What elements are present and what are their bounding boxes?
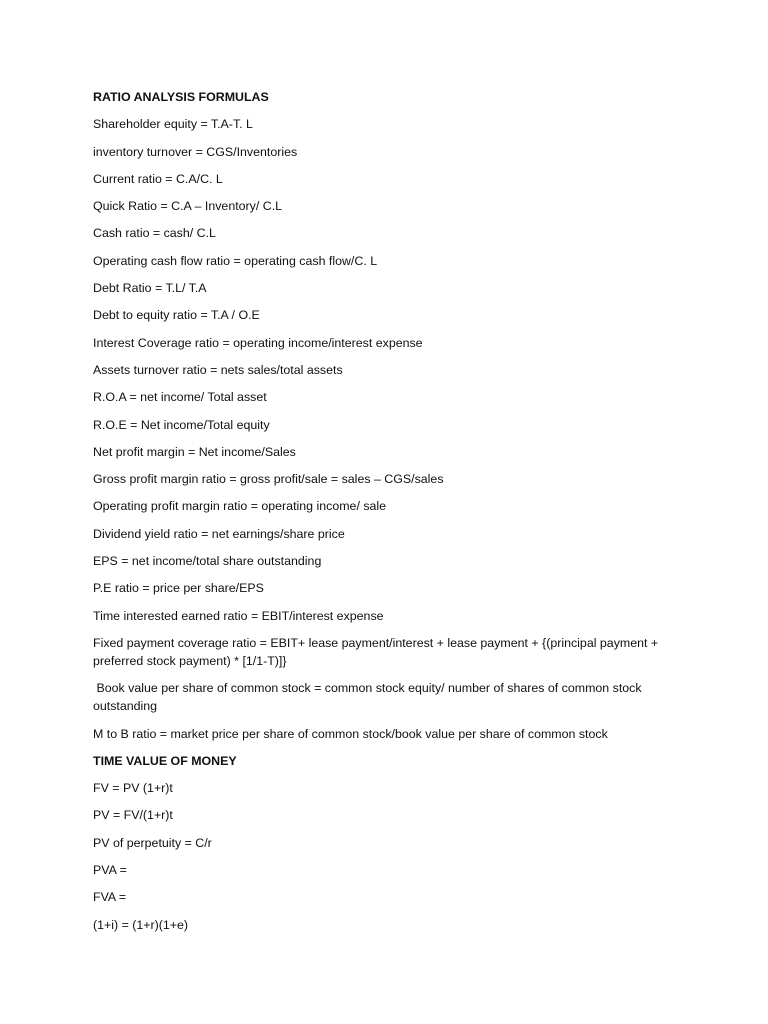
formula-time-interest-earned: Time interested earned ratio = EBIT/interest expense <box>93 608 384 623</box>
formula-debt-to-equity-ratio: Debt to equity ratio = T.A / O.E <box>93 308 260 323</box>
formula-fisher-equation: (1+i) = (1+r)(1+e) <box>93 917 189 932</box>
formula-fva: FVA = <box>93 890 127 905</box>
section-heading-ratio-analysis: RATIO ANALYSIS FORMULAS <box>93 90 269 104</box>
formula-interest-coverage-ratio: Interest Coverage ratio = operating income/interest expense <box>93 335 423 350</box>
formula-cash-ratio: Cash ratio = cash/ C.L <box>93 226 216 241</box>
formula-pv: PV = FV/(1+r)t <box>93 808 173 823</box>
formula-operating-profit-margin: Operating profit margin ratio = operating income/ sale <box>93 499 387 514</box>
formula-inventory-turnover: inventory turnover = CGS/Inventories <box>93 144 298 159</box>
formula-book-value-per-share: Book value per share of common stock = common stock equity/ number of shares of common stock outstanding <box>93 681 645 714</box>
formula-shareholder-equity: Shareholder equity = T.A-T. L <box>93 117 253 132</box>
formula-m-to-b-ratio: M to B ratio = market price per share of common stock/book value per share of common stock <box>93 726 608 741</box>
formula-operating-cash-flow-ratio: Operating cash flow ratio = operating cash flow/C. L <box>93 253 378 268</box>
document-body <box>93 88 693 943</box>
formula-fv: FV = PV (1+r)t <box>93 781 173 796</box>
section-heading-time-value-of-money: TIME VALUE OF MONEY <box>93 753 237 768</box>
formula-net-profit-margin: Net profit margin = Net income/Sales <box>93 444 296 459</box>
formula-eps: EPS = net income/total share outstanding <box>93 554 322 569</box>
formula-roe: R.O.E = Net income/Total equity <box>93 417 270 432</box>
formula-assets-turnover-ratio: Assets turnover ratio = nets sales/total assets <box>93 362 343 377</box>
formula-roa: R.O.A = net income/ Total asset <box>93 390 267 405</box>
formula-pe-ratio: P.E ratio = price per share/EPS <box>93 581 264 596</box>
formula-gross-profit-margin: Gross profit margin ratio = gross profit/sale = sales – CGS/sales <box>93 472 444 487</box>
formula-dividend-yield: Dividend yield ratio = net earnings/share price <box>93 526 345 541</box>
formula-pva: PVA = <box>93 863 127 878</box>
formula-fixed-payment-coverage: Fixed payment coverage ratio = EBIT+ lease payment/interest + lease payment + {(principal payment + preferred stock payment) * [1/1-T)]} <box>93 635 659 668</box>
formula-pv-perpetuity: PV of perpetuity = C/r <box>93 835 212 850</box>
formula-quick-ratio: Quick Ratio = C.A – Inventory/ C.L <box>93 199 283 214</box>
formula-debt-ratio: Debt Ratio = T.L/ T.A <box>93 281 207 296</box>
formula-current-ratio: Current ratio = C.A/C. L <box>93 171 223 186</box>
